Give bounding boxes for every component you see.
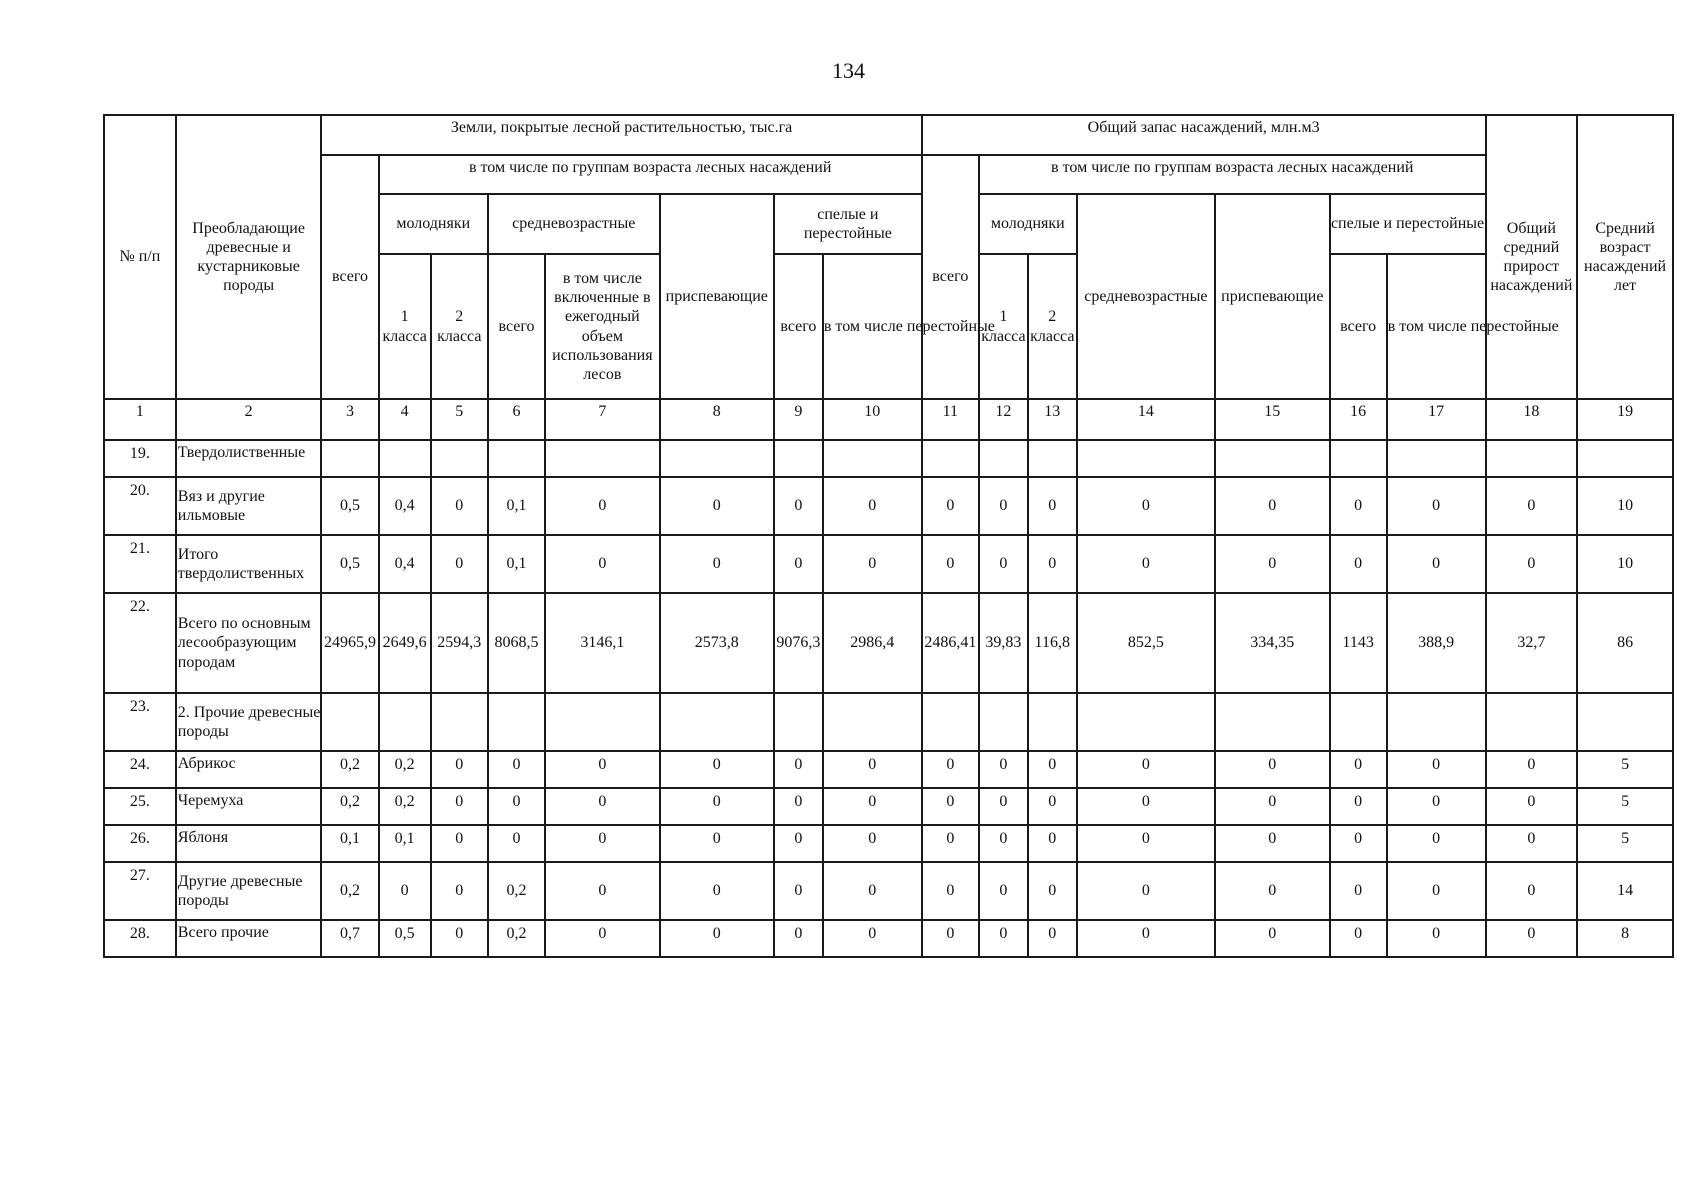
cell-value: 0 (1215, 825, 1329, 862)
cell-value: 0 (1077, 535, 1215, 593)
row-number: 19. (104, 440, 176, 477)
cell-value: 0 (979, 788, 1028, 825)
cell-value: 0 (1387, 825, 1486, 862)
cell-value: 0 (774, 751, 823, 788)
cell-value: 86 (1577, 593, 1673, 693)
header-land-age-groups: в том числе по группам возраста лесных насаждений (379, 155, 922, 194)
cell-value (979, 440, 1028, 477)
cell-value: 0,2 (321, 788, 378, 825)
column-number: 14 (1077, 399, 1215, 440)
cell-value: 0 (660, 751, 774, 788)
cell-value: 0,2 (321, 862, 378, 920)
column-number: 6 (488, 399, 545, 440)
cell-value: 0 (379, 862, 431, 920)
header-land-young: молодняки (379, 194, 488, 254)
cell-value: 0 (922, 920, 979, 957)
cell-value: 0 (545, 862, 659, 920)
column-number: 17 (1387, 399, 1486, 440)
cell-value: 10 (1577, 477, 1673, 535)
cell-value: 0 (1330, 862, 1387, 920)
cell-value: 2649,6 (379, 593, 431, 693)
cell-value: 0,2 (379, 751, 431, 788)
cell-value: 0 (823, 788, 922, 825)
cell-value: 0 (1077, 862, 1215, 920)
cell-value: 0 (1330, 920, 1387, 957)
cell-value: 0 (1215, 862, 1329, 920)
cell-value: 0 (488, 751, 545, 788)
cell-value: 0 (774, 862, 823, 920)
cell-value: 5 (1577, 825, 1673, 862)
cell-value (379, 440, 431, 477)
cell-value: 0 (1330, 751, 1387, 788)
cell-value (321, 440, 378, 477)
cell-value: 0,5 (379, 920, 431, 957)
header-land-middle: средневозрастные (488, 194, 660, 254)
cell-value: 32,7 (1486, 593, 1578, 693)
cell-value: 0 (1387, 477, 1486, 535)
cell-value: 0 (1486, 751, 1578, 788)
cell-value (823, 440, 922, 477)
row-number: 23. (104, 693, 176, 751)
cell-value: 0 (488, 788, 545, 825)
cell-value (660, 693, 774, 751)
column-number: 15 (1215, 399, 1329, 440)
cell-value (1028, 440, 1077, 477)
cell-value: 0 (1028, 788, 1077, 825)
cell-value (774, 440, 823, 477)
cell-value (488, 693, 545, 751)
header-stock-mature-total: всего (1330, 254, 1387, 399)
cell-value: 0 (1028, 920, 1077, 957)
cell-value: 0,1 (379, 825, 431, 862)
cell-value: 0,1 (488, 535, 545, 593)
cell-value (774, 693, 823, 751)
species-name: Всего по основным лесообразующим породам (176, 593, 322, 693)
cell-value: 0 (431, 751, 488, 788)
species-name: Черемуха (176, 788, 322, 825)
header-land-overmature: в том числе перестойные (823, 254, 922, 399)
forest-table (103, 114, 1674, 958)
cell-value: 0 (1028, 825, 1077, 862)
cell-value (431, 440, 488, 477)
cell-value: 0 (1330, 825, 1387, 862)
cell-value: 0 (431, 825, 488, 862)
column-number: 1 (104, 399, 176, 440)
cell-value: 0 (823, 825, 922, 862)
cell-value (1387, 693, 1486, 751)
species-name: Яблоня (176, 825, 322, 862)
header-stock-middle: средневозрастные (1077, 194, 1215, 399)
header-land-group: Земли, покрытые лесной растительностью, тыс.га (321, 115, 921, 155)
cell-value: 0 (1330, 788, 1387, 825)
cell-value: 14 (1577, 862, 1673, 920)
header-land-young-class1: 1 класса (379, 254, 431, 399)
header-land-middle-included: в том числе включенные в ежегодный объем использования лесов (545, 254, 659, 399)
cell-value: 0 (1387, 535, 1486, 593)
cell-value: 0,2 (488, 920, 545, 957)
cell-value: 0 (979, 535, 1028, 593)
cell-value: 0,1 (488, 477, 545, 535)
cell-value: 2486,41 (922, 593, 979, 693)
cell-value: 0 (1077, 477, 1215, 535)
row-number: 22. (104, 593, 176, 693)
cell-value (431, 693, 488, 751)
row-number: 28. (104, 920, 176, 957)
cell-value: 0 (1330, 477, 1387, 535)
table-row (104, 593, 1673, 693)
cell-value: 0,2 (321, 751, 378, 788)
cell-value: 0,5 (321, 477, 378, 535)
cell-value: 2573,8 (660, 593, 774, 693)
cell-value (379, 693, 431, 751)
cell-value: 0 (979, 862, 1028, 920)
cell-value: 0,5 (321, 535, 378, 593)
cell-value: 0 (1077, 920, 1215, 957)
cell-value: 0 (545, 920, 659, 957)
cell-value: 0 (1077, 788, 1215, 825)
cell-value: 10 (1577, 535, 1673, 593)
header-stock-total: всего (922, 155, 979, 399)
cell-value: 0 (1215, 477, 1329, 535)
cell-value (922, 440, 979, 477)
cell-value: 0 (823, 862, 922, 920)
cell-value: 0 (979, 477, 1028, 535)
table-row (104, 920, 1673, 957)
cell-value: 0 (1215, 788, 1329, 825)
table-row (104, 862, 1673, 920)
cell-value (1577, 440, 1673, 477)
cell-value: 0,1 (321, 825, 378, 862)
cell-value: 0 (774, 477, 823, 535)
row-number: 26. (104, 825, 176, 862)
column-number: 8 (660, 399, 774, 440)
cell-value: 0 (488, 825, 545, 862)
species-name: Твердолиственные (176, 440, 322, 477)
row-number: 25. (104, 788, 176, 825)
column-number: 9 (774, 399, 823, 440)
cell-value (321, 693, 378, 751)
cell-value: 0 (1486, 788, 1578, 825)
cell-value: 0 (1028, 751, 1077, 788)
cell-value: 0 (979, 920, 1028, 957)
cell-value: 0,4 (379, 535, 431, 593)
cell-value: 0 (1215, 920, 1329, 957)
cell-value: 0 (1077, 751, 1215, 788)
cell-value (488, 440, 545, 477)
cell-value (1577, 693, 1673, 751)
cell-value: 0 (1077, 825, 1215, 862)
cell-value (1387, 440, 1486, 477)
cell-value: 0 (660, 862, 774, 920)
header-species: Преобладающие древесные и кустарниковые породы (176, 115, 322, 399)
cell-value: 2986,4 (823, 593, 922, 693)
table-row (104, 693, 1673, 751)
cell-value: 0 (660, 788, 774, 825)
cell-value: 0 (1215, 535, 1329, 593)
column-number: 12 (979, 399, 1028, 440)
species-name: Всего прочие (176, 920, 322, 957)
table-row (104, 535, 1673, 593)
cell-value: 0,2 (379, 788, 431, 825)
cell-value (1028, 693, 1077, 751)
species-name: Другие древесные породы (176, 862, 322, 920)
cell-value: 0 (979, 825, 1028, 862)
column-number: 7 (545, 399, 659, 440)
header-stock-ripening: приспевающие (1215, 194, 1329, 399)
cell-value: 0 (431, 535, 488, 593)
cell-value: 8068,5 (488, 593, 545, 693)
cell-value: 0 (1330, 535, 1387, 593)
cell-value (1486, 693, 1578, 751)
cell-value: 0 (922, 788, 979, 825)
cell-value (660, 440, 774, 477)
cell-value: 0 (1387, 862, 1486, 920)
header-stock-mature: спелые и перестойные (1330, 194, 1486, 254)
species-name: Итого твердолиственных (176, 535, 322, 593)
cell-value: 0 (922, 825, 979, 862)
cell-value (1486, 440, 1578, 477)
row-number: 24. (104, 751, 176, 788)
cell-value: 0 (545, 751, 659, 788)
column-number: 16 (1330, 399, 1387, 440)
header-land-total: всего (321, 155, 378, 399)
cell-value: 8 (1577, 920, 1673, 957)
cell-value: 388,9 (1387, 593, 1486, 693)
header-stock-group: Общий запас насаждений, млн.м3 (922, 115, 1486, 155)
cell-value: 0,2 (488, 862, 545, 920)
header-stock-young-class1: 1 класса (979, 254, 1028, 399)
cell-value: 0 (431, 477, 488, 535)
cell-value (979, 693, 1028, 751)
cell-value: 0 (774, 825, 823, 862)
cell-value: 1143 (1330, 593, 1387, 693)
cell-value: 0 (1387, 920, 1486, 957)
cell-value: 0 (1486, 477, 1578, 535)
cell-value: 0 (823, 477, 922, 535)
cell-value: 0 (1387, 751, 1486, 788)
cell-value: 0 (922, 535, 979, 593)
table-row (104, 751, 1673, 788)
cell-value: 0 (979, 751, 1028, 788)
header-land-middle-total: всего (488, 254, 545, 399)
cell-value: 9076,3 (774, 593, 823, 693)
cell-value: 0 (1028, 862, 1077, 920)
cell-value: 0 (431, 920, 488, 957)
header-stock-age-groups: в том числе по группам возраста лесных насаждений (979, 155, 1486, 194)
cell-value: 0 (1028, 535, 1077, 593)
table-row (104, 440, 1673, 477)
cell-value: 5 (1577, 751, 1673, 788)
header-stock-overmature: в том числе перестойные (1387, 254, 1486, 399)
cell-value: 0 (823, 751, 922, 788)
cell-value: 0 (922, 751, 979, 788)
cell-value: 0 (660, 920, 774, 957)
cell-value: 852,5 (1077, 593, 1215, 693)
cell-value: 0 (1486, 535, 1578, 593)
cell-value: 0 (774, 535, 823, 593)
cell-value (1330, 440, 1387, 477)
cell-value (1077, 693, 1215, 751)
column-number: 19 (1577, 399, 1673, 440)
cell-value: 0 (1486, 825, 1578, 862)
column-number: 3 (321, 399, 378, 440)
column-number: 18 (1486, 399, 1578, 440)
cell-value: 334,35 (1215, 593, 1329, 693)
cell-value: 0 (1215, 751, 1329, 788)
cell-value: 0 (1486, 862, 1578, 920)
header-land-mature: спелые и перестойные (774, 194, 922, 254)
column-number-row (104, 399, 1673, 440)
table-row (104, 825, 1673, 862)
cell-value: 0 (545, 788, 659, 825)
table-row (104, 477, 1673, 535)
column-number: 5 (431, 399, 488, 440)
cell-value: 3146,1 (545, 593, 659, 693)
species-name: 2. Прочие древесные породы (176, 693, 322, 751)
cell-value (1215, 693, 1329, 751)
cell-value: 2594,3 (431, 593, 488, 693)
cell-value (545, 440, 659, 477)
row-number: 27. (104, 862, 176, 920)
cell-value: 0 (431, 862, 488, 920)
cell-value: 0 (823, 535, 922, 593)
header-land-young-class2: 2 класса (431, 254, 488, 399)
cell-value: 0 (922, 477, 979, 535)
cell-value: 0 (545, 825, 659, 862)
cell-value: 0 (1028, 477, 1077, 535)
cell-value (1330, 693, 1387, 751)
cell-value (1077, 440, 1215, 477)
column-number: 2 (176, 399, 322, 440)
column-number: 10 (823, 399, 922, 440)
header-stock-young-class2: 2 класса (1028, 254, 1077, 399)
cell-value: 0 (1486, 920, 1578, 957)
header-land-mature-total: всего (774, 254, 823, 399)
cell-value: 0 (922, 862, 979, 920)
column-number: 4 (379, 399, 431, 440)
cell-value (922, 693, 979, 751)
header-stock-young: молодняки (979, 194, 1077, 254)
header-avg-age: Средний возраст насаждений лет (1577, 115, 1673, 399)
cell-value: 0 (1387, 788, 1486, 825)
header-growth: Общий средний прирост насаждений (1486, 115, 1578, 399)
table-body (104, 399, 1673, 957)
species-name: Вяз и другие ильмовые (176, 477, 322, 535)
cell-value: 0 (660, 535, 774, 593)
cell-value (823, 693, 922, 751)
row-number: 20. (104, 477, 176, 535)
cell-value: 0,4 (379, 477, 431, 535)
column-number: 11 (922, 399, 979, 440)
species-name: Абрикос (176, 751, 322, 788)
cell-value: 39,83 (979, 593, 1028, 693)
table-row (104, 788, 1673, 825)
cell-value: 0 (774, 920, 823, 957)
cell-value (1215, 440, 1329, 477)
column-number: 13 (1028, 399, 1077, 440)
cell-value: 0 (660, 825, 774, 862)
cell-value: 0 (545, 477, 659, 535)
cell-value: 0 (431, 788, 488, 825)
header-land-ripening: приспевающие (660, 194, 774, 399)
cell-value: 24965,9 (321, 593, 378, 693)
cell-value: 0 (545, 535, 659, 593)
cell-value: 0 (660, 477, 774, 535)
cell-value: 5 (1577, 788, 1673, 825)
cell-value: 0 (823, 920, 922, 957)
row-number: 21. (104, 535, 176, 593)
cell-value: 0 (774, 788, 823, 825)
header-num: № п/п (104, 115, 176, 399)
cell-value: 0,7 (321, 920, 378, 957)
page-number: 134 (832, 58, 865, 83)
cell-value: 116,8 (1028, 593, 1077, 693)
cell-value (545, 693, 659, 751)
